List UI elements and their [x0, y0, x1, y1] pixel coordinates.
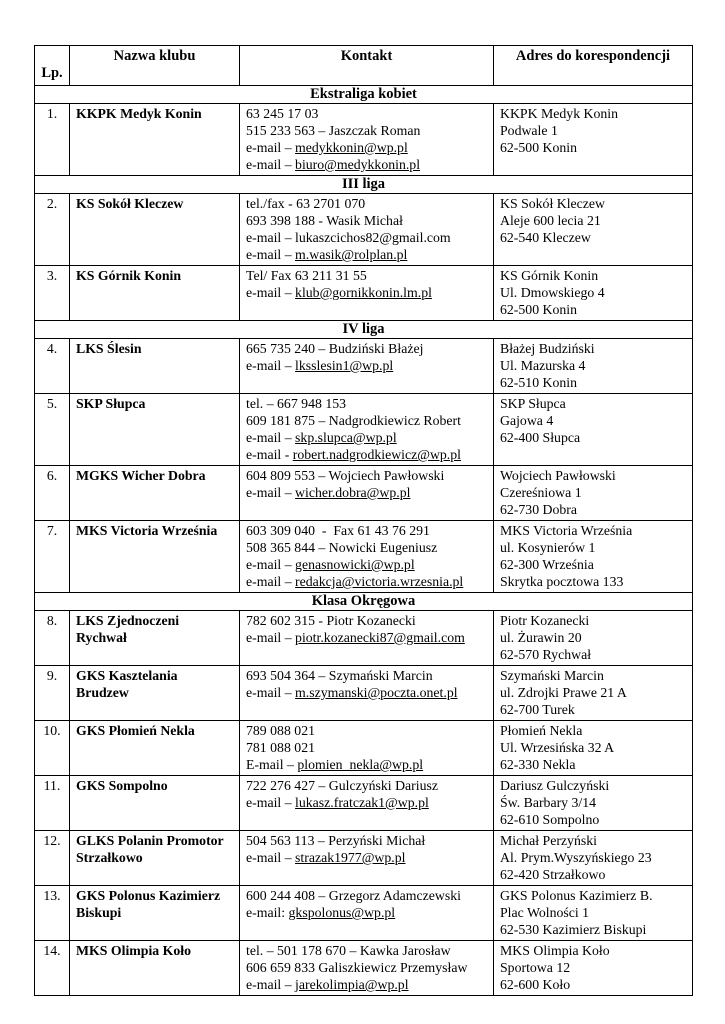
- contact-line: [246, 612, 487, 629]
- email-link[interactable]: genasnowicki@wp.pl: [295, 557, 415, 572]
- contact-text: e-mail –: [246, 850, 296, 865]
- club-name-cell: KKPK Medyk Konin: [70, 104, 240, 176]
- club-name-cell: MKS Olimpia Koło: [70, 941, 240, 996]
- table-row: [35, 831, 693, 886]
- contact-text: e-mail –: [246, 630, 296, 645]
- contact-cell: [240, 339, 494, 394]
- email-link[interactable]: m.wasik@rolplan.pl: [295, 247, 408, 262]
- contact-line: [246, 959, 487, 976]
- club-name-cell: GKS Kasztelania Brudzew: [70, 666, 240, 721]
- address-line: 62-600 Koło: [500, 977, 571, 992]
- contact-cell: [240, 466, 494, 521]
- address-cell: [494, 721, 693, 776]
- contact-text: e-mail –: [246, 574, 296, 589]
- contact-line: [246, 522, 487, 539]
- contact-text: 606 659 833 Galiszkiewicz Przemysław: [246, 960, 468, 975]
- contact-cell: [240, 394, 494, 466]
- address-line: ul. Zdrojki Prawe 21 A: [500, 685, 627, 700]
- table-row: [35, 394, 693, 466]
- address-cell: [494, 394, 693, 466]
- address-line: 62-500 Konin: [500, 140, 578, 155]
- table-row: [35, 776, 693, 831]
- address-cell: [494, 831, 693, 886]
- address-line: Czereśniowa 1: [500, 485, 582, 500]
- contact-text: 722 276 427 – Gulczyński Dariusz: [246, 778, 438, 793]
- club-name-cell: GKS Sompolno: [70, 776, 240, 831]
- email-link[interactable]: strazak1977@wp.pl: [295, 850, 406, 865]
- email-link[interactable]: lukasz.fratczak1@wp.pl: [295, 795, 429, 810]
- table-row: [35, 611, 693, 666]
- row-number-cell: 11.: [35, 776, 70, 831]
- contact-line: [246, 849, 487, 866]
- email-link[interactable]: lksslesin1@wp.pl: [295, 358, 394, 373]
- contact-text: e-mail –: [246, 795, 296, 810]
- contact-text: Tel/ Fax 63 211 31 55: [246, 268, 367, 283]
- row-number-cell: 5.: [35, 394, 70, 466]
- address-cell: [494, 466, 693, 521]
- row-number-cell: 12.: [35, 831, 70, 886]
- header-row: [35, 46, 693, 86]
- table-row: [35, 941, 693, 996]
- address-cell: [494, 104, 693, 176]
- contact-text: 508 365 844 – Nowicki Eugeniusz: [246, 540, 438, 555]
- contact-line: [246, 832, 487, 849]
- table-row: [35, 466, 693, 521]
- contact-cell: [240, 721, 494, 776]
- address-cell: [494, 266, 693, 321]
- contact-text: e-mail -: [246, 447, 293, 462]
- contact-text: 63 245 17 03: [246, 106, 319, 121]
- address-line: ul. Kosynierów 1: [500, 540, 596, 555]
- contact-line: [246, 195, 487, 212]
- contact-text: e-mail –: [246, 140, 296, 155]
- address-line: 62-530 Kazimierz Biskupi: [500, 922, 647, 937]
- clubs-contact-table: [34, 45, 693, 996]
- league-section-title: III liga: [35, 176, 693, 194]
- address-line: Ul. Dmowskiego 4: [500, 285, 605, 300]
- contact-cell: [240, 941, 494, 996]
- contact-text: tel. – 501 178 670 – Kawka Jarosław: [246, 943, 451, 958]
- row-number-cell: 14.: [35, 941, 70, 996]
- contact-line: [246, 122, 487, 139]
- address-line: 62-610 Sompolno: [500, 812, 600, 827]
- contact-line: [246, 467, 487, 484]
- address-line: Podwale 1: [500, 123, 558, 138]
- address-line: Al. Prym.Wyszyńskiego 23: [500, 850, 652, 865]
- address-cell: [494, 886, 693, 941]
- club-name-cell: KS Górnik Konin: [70, 266, 240, 321]
- contact-line: [246, 756, 487, 773]
- address-line: KS Sokół Kleczew: [500, 196, 605, 211]
- contact-text: 693 504 364 – Szymański Marcin: [246, 668, 433, 683]
- league-section-row: [35, 86, 693, 104]
- contact-text: tel./fax - 63 2701 070: [246, 196, 366, 211]
- contact-text: 504 563 113 – Perzyński Michał: [246, 833, 426, 848]
- contact-line: [246, 105, 487, 122]
- row-number-cell: 6.: [35, 466, 70, 521]
- contact-line: [246, 539, 487, 556]
- contact-line: [246, 684, 487, 701]
- club-name-cell: SKP Słupca: [70, 394, 240, 466]
- contact-text: 782 602 315 - Piotr Kozanecki: [246, 613, 416, 628]
- contact-cell: [240, 104, 494, 176]
- contact-line: [246, 395, 487, 412]
- contact-text: 693 398 188 - Wasik Michał: [246, 213, 403, 228]
- address-line: Piotr Kozanecki: [500, 613, 590, 628]
- address-line: MKS Victoria Września: [500, 523, 633, 538]
- address-line: Plac Wolności 1: [500, 905, 590, 920]
- contact-line: [246, 942, 487, 959]
- league-section-title: IV liga: [35, 321, 693, 339]
- email-link[interactable]: redakcja@victoria.wrzesnia.pl: [295, 574, 464, 589]
- contact-line: [246, 629, 487, 646]
- contact-line: [246, 887, 487, 904]
- address-line: 62-570 Rychwał: [500, 647, 592, 662]
- contact-text: e-mail –: [246, 557, 296, 572]
- contact-text: e-mail –: [246, 157, 296, 172]
- club-name-cell: MKS Victoria Września: [70, 521, 240, 593]
- address-line: 62-700 Turek: [500, 702, 575, 717]
- contact-line: [246, 284, 487, 301]
- address-line: Skrytka pocztowa 133: [500, 574, 624, 589]
- contact-text: 789 088 021: [246, 723, 315, 738]
- contact-text: 609 181 875 – Nadgrodkiewicz Robert: [246, 413, 461, 428]
- league-section-title: Ekstraliga kobiet: [35, 86, 693, 104]
- contact-line: [246, 229, 487, 246]
- contact-text: e-mail –: [246, 485, 296, 500]
- contact-text: 603 309 040 - Fax 61 43 76 291: [246, 523, 430, 538]
- address-line: MKS Olimpia Koło: [500, 943, 610, 958]
- address-line: 62-300 Września: [500, 557, 594, 572]
- contact-line: [246, 739, 487, 756]
- contact-cell: [240, 611, 494, 666]
- contact-text: e-mail –: [246, 285, 296, 300]
- address-cell: [494, 776, 693, 831]
- contact-line: [246, 667, 487, 684]
- address-cell: [494, 611, 693, 666]
- contact-cell: [240, 776, 494, 831]
- league-section-title: Klasa Okręgowa: [35, 593, 693, 611]
- email-link[interactable]: klub@gornikkonin.lm.pl: [295, 285, 432, 300]
- email-link[interactable]: wicher.dobra@wp.pl: [295, 485, 411, 500]
- table-row: [35, 521, 693, 593]
- address-line: 62-330 Nekla: [500, 757, 576, 772]
- col-header-lp: Lp.: [35, 46, 70, 86]
- address-line: Michał Perzyński: [500, 833, 597, 848]
- contact-line: [246, 429, 487, 446]
- contact-line: [246, 246, 487, 263]
- address-line: 62-400 Słupca: [500, 430, 581, 445]
- row-number-cell: 10.: [35, 721, 70, 776]
- contact-text: 604 809 553 – Wojciech Pawłowski: [246, 468, 445, 483]
- address-line: 62-510 Konin: [500, 375, 578, 390]
- contact-line: [246, 412, 487, 429]
- row-number-cell: 4.: [35, 339, 70, 394]
- contact-line: [246, 357, 487, 374]
- row-number-cell: 1.: [35, 104, 70, 176]
- contact-line: [246, 156, 487, 173]
- address-line: 62-730 Dobra: [500, 502, 578, 517]
- address-cell: [494, 941, 693, 996]
- col-header-address: Adres do korespondencji: [494, 46, 693, 86]
- contact-text: 515 233 563 – Jaszczak Roman: [246, 123, 421, 138]
- address-cell: [494, 339, 693, 394]
- email-link[interactable]: plomien_nekla@wp.pl: [297, 757, 424, 772]
- address-line: SKP Słupca: [500, 396, 566, 411]
- contact-line: [246, 340, 487, 357]
- contact-line: [246, 794, 487, 811]
- contact-line: [246, 484, 487, 501]
- contact-line: [246, 446, 487, 463]
- address-line: Błażej Budziński: [500, 341, 595, 356]
- contact-text: e-mail:: [246, 905, 289, 920]
- contact-cell: [240, 266, 494, 321]
- contact-line: [246, 904, 487, 921]
- address-line: KKPK Medyk Konin: [500, 106, 619, 121]
- table-row: [35, 886, 693, 941]
- league-section-row: [35, 176, 693, 194]
- contact-line: [246, 139, 487, 156]
- address-cell: [494, 666, 693, 721]
- league-section-row: [35, 593, 693, 611]
- row-number-cell: 8.: [35, 611, 70, 666]
- contact-line: [246, 573, 487, 590]
- email-link[interactable]: piotr.kozanecki87@gmail.com: [295, 630, 465, 645]
- address-line: 62-540 Kleczew: [500, 230, 591, 245]
- address-line: Wojciech Pawłowski: [500, 468, 616, 483]
- contact-cell: [240, 831, 494, 886]
- contact-line: [246, 556, 487, 573]
- table-row: [35, 104, 693, 176]
- row-number-cell: 9.: [35, 666, 70, 721]
- email-link[interactable]: robert.nadgrodkiewicz@wp.pl: [292, 447, 461, 462]
- contact-line: [246, 212, 487, 229]
- address-line: Ul. Mazurska 4: [500, 358, 586, 373]
- address-line: Aleje 600 lecia 21: [500, 213, 601, 228]
- address-line: Gajowa 4: [500, 413, 554, 428]
- contact-text: e-mail –: [246, 977, 296, 992]
- club-name-cell: GKS Płomień Nekla: [70, 721, 240, 776]
- contact-cell: [240, 521, 494, 593]
- contact-text: tel. – 667 948 153: [246, 396, 347, 411]
- email-link[interactable]: biuro@medykkonin.pl: [295, 157, 421, 172]
- col-header-contact: Kontakt: [240, 46, 494, 86]
- contact-text: e-mail –: [246, 247, 296, 262]
- address-line: KS Górnik Konin: [500, 268, 599, 283]
- table-row: [35, 721, 693, 776]
- address-line: Płomień Nekla: [500, 723, 583, 738]
- club-name-cell: MGKS Wicher Dobra: [70, 466, 240, 521]
- address-line: GKS Polonus Kazimierz B.: [500, 888, 653, 903]
- contact-text: 665 735 240 – Budziński Błażej: [246, 341, 424, 356]
- club-name-cell: LKS Ślesin: [70, 339, 240, 394]
- address-line: 62-420 Strzałkowo: [500, 867, 606, 882]
- contact-text: E-mail –: [246, 757, 298, 772]
- address-line: ul. Żurawin 20: [500, 630, 582, 645]
- contact-cell: [240, 886, 494, 941]
- contact-line: [246, 267, 487, 284]
- address-line: Sportowa 12: [500, 960, 571, 975]
- contact-line: [246, 976, 487, 993]
- email-link[interactable]: medykkonin@wp.pl: [295, 140, 408, 155]
- contact-line: [246, 722, 487, 739]
- contact-text: e-mail –: [246, 430, 296, 445]
- contact-cell: [240, 194, 494, 266]
- table-row: [35, 666, 693, 721]
- contact-text: e-mail – lukaszcichos82@gmail.com: [246, 230, 451, 245]
- email-link[interactable]: gkspolonus@wp.pl: [288, 905, 396, 920]
- address-line: Dariusz Gulczyński: [500, 778, 610, 793]
- address-line: Szymański Marcin: [500, 668, 604, 683]
- table-row: [35, 266, 693, 321]
- club-name-cell: GKS Polonus Kazimierz Biskupi: [70, 886, 240, 941]
- contact-text: e-mail –: [246, 685, 296, 700]
- club-name-cell: GLKS Polanin Promotor Strzałkowo: [70, 831, 240, 886]
- address-cell: [494, 521, 693, 593]
- contact-line: [246, 777, 487, 794]
- table-header: [35, 46, 693, 86]
- contact-text: 600 244 408 – Grzegorz Adamczewski: [246, 888, 461, 903]
- contact-cell: [240, 666, 494, 721]
- row-number-cell: 13.: [35, 886, 70, 941]
- row-number-cell: 7.: [35, 521, 70, 593]
- table-body: [35, 86, 693, 996]
- club-name-cell: LKS Zjednoczeni Rychwał: [70, 611, 240, 666]
- table-row: [35, 339, 693, 394]
- address-cell: [494, 194, 693, 266]
- contact-text: e-mail –: [246, 358, 296, 373]
- table-row: [35, 194, 693, 266]
- address-line: 62-500 Konin: [500, 302, 578, 317]
- address-line: Ul. Wrzesińska 32 A: [500, 740, 615, 755]
- email-link[interactable]: m.szymanski@poczta.onet.pl: [295, 685, 458, 700]
- contact-text: 781 088 021: [246, 740, 315, 755]
- col-header-club-name: Nazwa klubu: [70, 46, 240, 86]
- league-section-row: [35, 321, 693, 339]
- row-number-cell: 3.: [35, 266, 70, 321]
- email-link[interactable]: jarekolimpia@wp.pl: [295, 977, 409, 992]
- email-link[interactable]: skp.slupca@wp.pl: [295, 430, 397, 445]
- club-name-cell: KS Sokół Kleczew: [70, 194, 240, 266]
- row-number-cell: 2.: [35, 194, 70, 266]
- address-line: Św. Barbary 3/14: [500, 795, 597, 810]
